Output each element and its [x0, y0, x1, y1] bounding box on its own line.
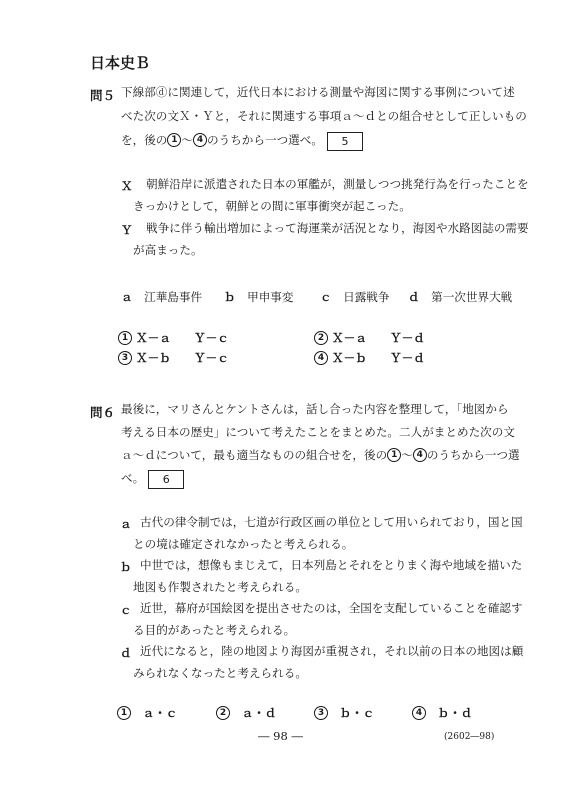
q6-number: 問６ — [90, 405, 116, 420]
choice-number-icon: 1 — [118, 331, 132, 345]
page-number: ― 98 ― — [258, 729, 303, 743]
q6-answer-box[interactable]: 6 — [148, 470, 184, 489]
q5-item-b: ｂ 甲申事変 — [224, 290, 294, 304]
q6-statement-d-label: ｄ — [120, 646, 132, 660]
q6-statement-a-line2: との境は確定されなかったと考えられる。 — [133, 537, 354, 551]
q5-statement-x-label: Ｘ — [121, 179, 133, 193]
q5-item-d: ｄ 第一次世界大戦 — [408, 290, 513, 304]
q5-choice-1[interactable]: 1 Ｘ－ａ Ｙ－ｃ — [118, 327, 229, 349]
q5-choice-3[interactable]: 3 Ｘ－ｂ Ｙ－ｃ — [118, 347, 229, 369]
q5-choice-4[interactable]: 4 Ｘ－ｂ Ｙ－ｄ — [314, 347, 425, 369]
q5-stem-line3: を，後の 1 ～ 4 のうちから一つ選べ。 5 — [121, 129, 363, 151]
q5-statement-x-line2: きっかけとして，朝鮮との間に軍事衝突が起こった。 — [133, 199, 411, 213]
choice-number-icon: 4 — [193, 133, 207, 147]
q6-stem-line2: 考える日本の歴史」について考えたことをまとめた。二人がまとめた次の文 — [121, 425, 515, 439]
q5-item-c: ｃ 日露戦争 — [320, 290, 390, 304]
q5-statement-x-line1: 朝鮮沿岸に派遣された日本の軍艦が，測量しつつ挑発行為を行ったことを — [146, 177, 529, 191]
choice-number-icon: 2 — [314, 331, 328, 345]
choice-number-icon: 1 — [387, 448, 401, 462]
q5-stem-line2: べた次の文Ｘ・Ｙと，それに関連する事項ａ～ｄとの組合せとして正しいもの — [121, 109, 527, 123]
exam-code: (2602―98) — [444, 732, 495, 742]
q6-stem-line3: ａ～ｄについて，最も適当なものの組合せを，後の 1 ～ 4 のうちから一つ選 — [121, 448, 520, 462]
subject-title: 日本史Ｂ — [90, 54, 151, 72]
choice-number-icon: 3 — [314, 706, 328, 720]
q6-statement-d-line1: 近代になると，陸の地図より海図が重視され，それ以前の日本の地図は顧 — [140, 644, 524, 658]
q6-statement-a-label: ａ — [120, 517, 132, 531]
q6-statement-d-line2: みられなくなったと考えられる。 — [133, 666, 307, 680]
q6-statement-b-line1: 中世では，想像もまじえて，日本列島とそれをとりまく海や地域を描いた — [140, 558, 523, 572]
q6-statement-b-line2: 地図も作製されたと考えられる。 — [133, 580, 307, 594]
q6-statement-b-label: ｂ — [120, 560, 132, 574]
q6-stem-line4: べ。 6 — [121, 467, 184, 489]
choice-number-icon: 4 — [314, 351, 328, 365]
choice-number-icon: 3 — [118, 351, 132, 365]
q6-statement-c-line2: る目的があったと考えられる。 — [133, 623, 296, 637]
q6-choice-1[interactable]: 1 ａ・ｃ — [117, 702, 177, 724]
q5-choice-2[interactable]: 2 Ｘ－ａ Ｙ－ｄ — [314, 327, 425, 349]
q6-stem-line1: 最後に，マリさんとケントさんは，話し合った内容を整理して，「地図から — [121, 402, 509, 416]
choice-number-icon: 1 — [167, 133, 181, 147]
q6-choice-2[interactable]: 2 ａ・ｄ — [216, 702, 276, 724]
q5-statement-y-line1: 戦争に伴う輸出増加によって海運業が活況となり，海図や水路図誌の需要 — [146, 221, 529, 235]
q6-choice-3[interactable]: 3 ｂ・ｃ — [314, 702, 374, 724]
q5-number: 問５ — [90, 88, 116, 103]
q5-statement-y-line2: が高まった。 — [133, 243, 203, 257]
q5-statement-y-label: Ｙ — [121, 223, 133, 237]
q5-stem-line1: 下線部ⓓに関連して，近代日本における測量や海図に関する事例について述 — [121, 85, 515, 99]
q6-choice-4[interactable]: 4 ｂ・ｄ — [412, 702, 472, 724]
q5-item-a: ａ 江華島事件 — [121, 290, 203, 304]
choice-number-icon: 2 — [216, 706, 230, 720]
choice-number-icon: 4 — [413, 448, 427, 462]
q6-statement-c-label: ｃ — [120, 603, 132, 617]
q5-answer-box[interactable]: 5 — [327, 132, 363, 151]
q6-statement-c-line1: 近世，幕府が国絵図を提出させたのは，全国を支配していることを確認す — [140, 601, 523, 615]
choice-number-icon: 1 — [117, 706, 131, 720]
q6-statement-a-line1: 古代の律令制では，七道が行政区画の単位として用いられており，国と国 — [140, 515, 523, 529]
choice-number-icon: 4 — [412, 706, 426, 720]
